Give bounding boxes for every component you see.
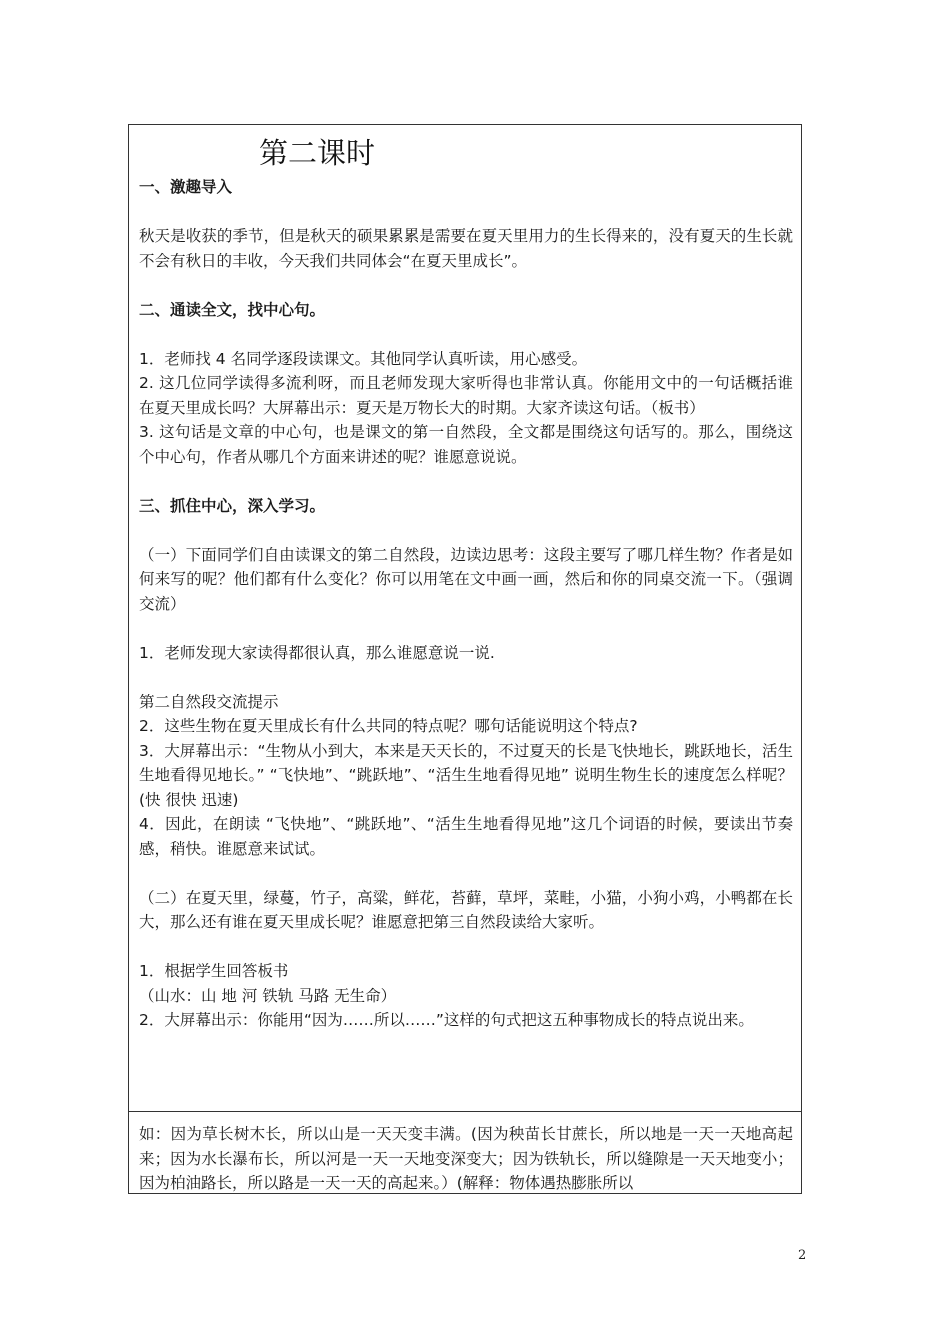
lesson-content-continued bbox=[139, 1122, 793, 1194]
lesson-content bbox=[139, 133, 793, 1033]
paragraph: 2．这些生物在夏天里成长有什么共同的特点呢？哪句话能说明这个特点? bbox=[139, 717, 638, 735]
paragraph: 第二自然段交流提示 bbox=[139, 692, 279, 711]
paragraph: （一）下面同学们自由读课文的第二自然段，边读边思考：这段主要写了哪几样生物？作者是如何来写的呢？他们都有什么变化？你可以用笔在文中画一画，然后和你的同桌交流一下。（强调交流） bbox=[139, 545, 793, 613]
paragraph: 3. 这句话是文章的中心句，也是课文的第一自然段，全文都是围绕这句话写的。那么，围绕这个中心句，作者从哪几个方面来讲述的呢？谁愿意说说。 bbox=[139, 423, 793, 466]
paragraph: 2．大屏幕出示：你能用“因为……所以……”这样的句式把这五种事物成长的特点说出来。 bbox=[139, 1011, 754, 1029]
paragraph: （二）在夏天里，绿蔓，竹子，高粱，鲜花，苔藓，草坪，菜畦，小猫，小狗小鸡，小鸭都在长大，那么还有谁在夏天里成长呢？谁愿意把第三自然段读给大家听。 bbox=[139, 888, 793, 931]
section-heading-2: 二、通读全文，找中心句。 bbox=[139, 300, 326, 319]
paragraph: 1．老师找 4 名同学逐段读课文。其他同学认真听读，用心感受。 bbox=[139, 349, 588, 368]
paragraph: 1．根据学生回答板书 bbox=[139, 962, 289, 980]
paragraph: （山水：山 地 河 铁轨 马路 无生命） bbox=[139, 986, 397, 1005]
paragraph: 4．因此，在朗读 “飞快地”、“跳跃地”、“活生生地看得见地”这几个词语的时候，要读出节奏感，稍快。谁愿意来试试。 bbox=[139, 815, 793, 858]
page-number: 2 bbox=[798, 1248, 807, 1263]
section-heading-3: 三、抓住中心，深入学习。 bbox=[139, 496, 326, 515]
table-row-divider bbox=[129, 1111, 801, 1112]
paragraph: 秋天是收获的季节，但是秋天的硕果累累是需要在夏天里用力的生长得来的，没有夏天的生长就不会有秋日的丰收，今天我们共同体会“在夏天里成长”。 bbox=[139, 227, 793, 270]
section-heading-1: 一、激趣导入 bbox=[139, 178, 233, 196]
paragraph: 如：因为草长树木长，所以山是一天天变丰满。(因为秧苗长甘蔗长，所以地是一天一天地高起来；因为水长瀑布长，所以河是一天一天地变深变大；因为铁轨长，所以缝隙是一天天地变小；因为柏油路长，所以路是一天一天的高起来。）(解释：物体遇热膨胀所以 bbox=[139, 1125, 793, 1192]
paragraph: 1．老师发现大家读得都很认真，那么谁愿意说一说. bbox=[139, 643, 495, 662]
lesson-plan-frame bbox=[128, 124, 802, 1194]
paragraph: 2. 这几位同学读得多流利呀，而且老师发现大家听得也非常认真。你能用文中的一句话概括谁在夏天里成长吗？大屏幕出示：夏天是万物长大的时期。大家齐读这句话。（板书） bbox=[139, 374, 793, 417]
lesson-title: 第二课时 bbox=[259, 136, 376, 170]
paragraph: 3．大屏幕出示：“生物从小到大，本来是天天长的，不过夏天的长是飞快地长，跳跃地长，活生生地看得见地长。” “飞快地”、“跳跃地”、“活生生地看得见地” 说明生物生长的速度怎么样呢？ (快 很快 迅速) bbox=[139, 741, 793, 809]
